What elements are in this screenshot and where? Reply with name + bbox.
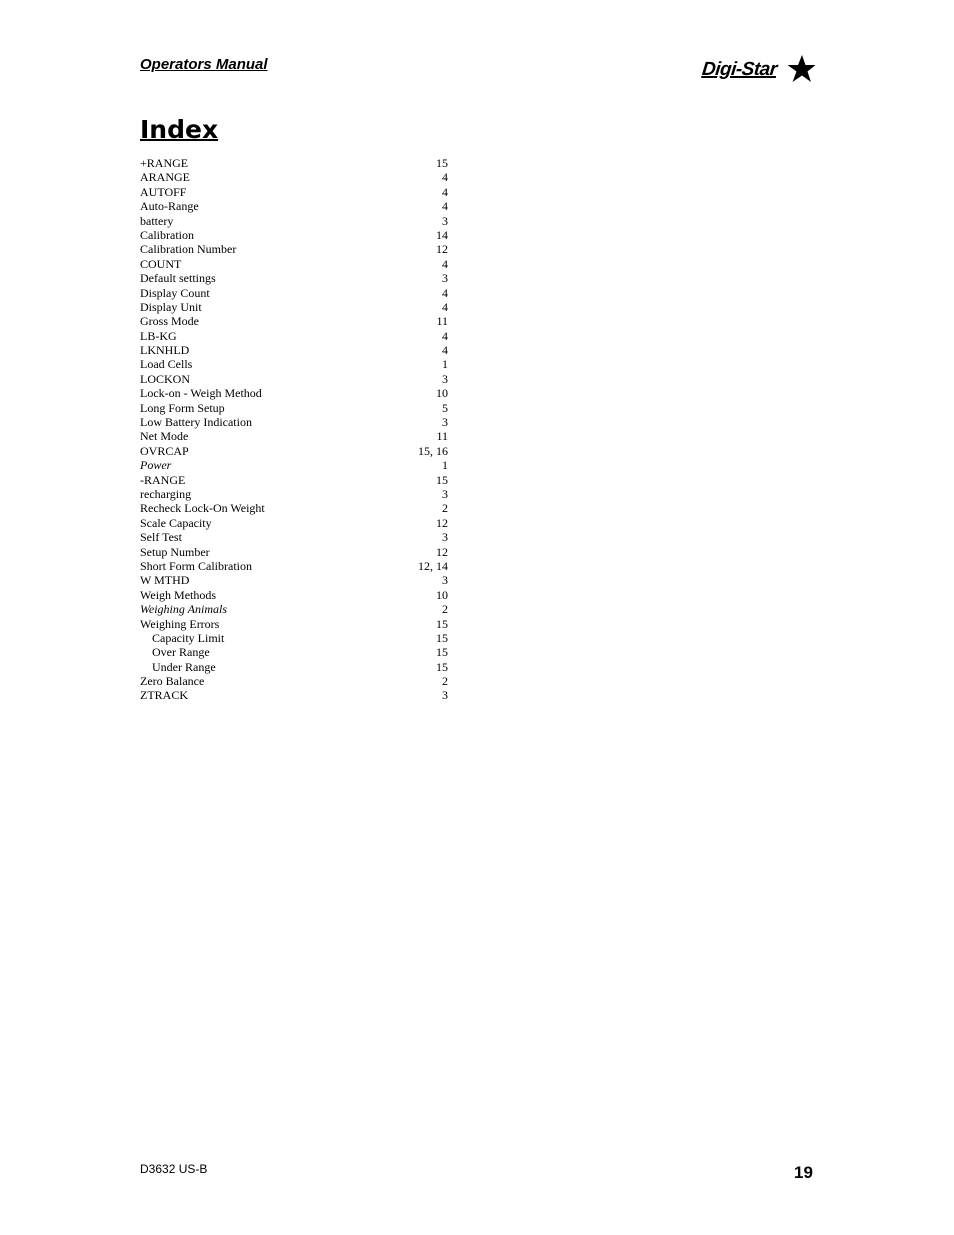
page-number: 19 bbox=[794, 1163, 813, 1182]
index-term: Gross Mode bbox=[140, 314, 199, 329]
index-page-ref: 15 bbox=[436, 645, 448, 660]
index-entry bbox=[140, 329, 450, 343]
index-term: ZTRACK bbox=[140, 688, 188, 703]
index-page-ref: 15 bbox=[436, 472, 448, 487]
document-code: D3632 US-B bbox=[140, 1162, 208, 1176]
index-entry bbox=[140, 357, 450, 371]
index-term: Display Unit bbox=[140, 299, 202, 314]
index-entry bbox=[140, 559, 450, 573]
index-entry bbox=[140, 444, 450, 458]
index-term: Default settings bbox=[140, 271, 216, 286]
index-page-ref: 4 bbox=[442, 170, 448, 185]
index-page-ref: 14 bbox=[436, 227, 448, 242]
index-entry bbox=[140, 156, 450, 170]
index-entry bbox=[140, 242, 450, 256]
index-entry bbox=[140, 257, 450, 271]
index-entry bbox=[140, 545, 450, 559]
index-page-ref: 10 bbox=[436, 386, 448, 401]
manual-title: Operators Manual bbox=[140, 56, 268, 73]
index-term: OVRCAP bbox=[140, 443, 189, 458]
index-term: Over Range bbox=[152, 645, 210, 660]
index-term: AUTOFF bbox=[140, 184, 187, 199]
index-term: W MTHD bbox=[140, 573, 190, 588]
index-entry bbox=[140, 185, 450, 199]
index-entry bbox=[140, 588, 450, 602]
index-page-ref: 15 bbox=[436, 630, 448, 645]
index-entry bbox=[140, 170, 450, 184]
index-entry bbox=[140, 199, 450, 213]
index-page-ref: 3 bbox=[442, 688, 448, 703]
page-title: Index bbox=[140, 115, 219, 144]
index-term: ARANGE bbox=[140, 170, 190, 185]
index-entry bbox=[140, 228, 450, 242]
index-entry bbox=[140, 386, 450, 400]
index-page-ref: 4 bbox=[442, 256, 448, 271]
index-term: Net Mode bbox=[140, 429, 189, 444]
index-term: Load Cells bbox=[140, 357, 193, 372]
index-entry bbox=[140, 473, 450, 487]
index-list bbox=[140, 156, 450, 703]
index-page-ref: 3 bbox=[442, 415, 448, 430]
index-term: Low Battery Indication bbox=[140, 415, 252, 430]
index-term: Capacity Limit bbox=[152, 630, 225, 645]
index-term: Calibration bbox=[140, 227, 194, 242]
index-page-ref: 11 bbox=[436, 314, 448, 329]
index-term: Recheck Lock-On Weight bbox=[140, 501, 265, 516]
index-term: battery bbox=[140, 213, 174, 228]
index-page-ref: 1 bbox=[442, 357, 448, 372]
index-page-ref: 1 bbox=[442, 458, 448, 473]
index-page-ref: 12, 14 bbox=[418, 558, 448, 573]
index-term: +RANGE bbox=[140, 156, 189, 170]
index-page-ref: 4 bbox=[442, 285, 448, 300]
index-entry bbox=[140, 516, 450, 530]
index-page-ref: 3 bbox=[442, 573, 448, 588]
index-page-ref: 15 bbox=[436, 659, 448, 674]
index-term: LOCKON bbox=[140, 371, 190, 386]
index-page-ref: 3 bbox=[442, 371, 448, 386]
index-entry bbox=[140, 286, 450, 300]
index-entry bbox=[140, 458, 450, 472]
index-entry bbox=[140, 401, 450, 415]
index-page-ref: 3 bbox=[442, 530, 448, 545]
index-entry bbox=[140, 271, 450, 285]
index-entry bbox=[140, 429, 450, 443]
index-subentry bbox=[140, 660, 450, 674]
index-page-ref: 2 bbox=[442, 674, 448, 689]
index-term: Under Range bbox=[152, 659, 216, 674]
index-entry bbox=[140, 487, 450, 501]
index-page-ref: 15 bbox=[436, 156, 448, 170]
index-page-ref: 3 bbox=[442, 271, 448, 286]
index-page-ref: 2 bbox=[442, 501, 448, 516]
index-term: Weighing Animals bbox=[140, 602, 228, 617]
index-entry bbox=[140, 372, 450, 386]
index-entry bbox=[140, 530, 450, 544]
index-page-ref: 12 bbox=[436, 515, 448, 530]
index-page-ref: 4 bbox=[442, 199, 448, 214]
index-term: Lock-on - Weigh Method bbox=[140, 386, 262, 401]
index-page-ref: 5 bbox=[442, 400, 448, 415]
index-page-ref: 15 bbox=[436, 616, 448, 631]
index-entry bbox=[140, 214, 450, 228]
index-term: Weighing Errors bbox=[140, 616, 220, 631]
index-entry bbox=[140, 300, 450, 314]
index-page-ref: 12 bbox=[436, 544, 448, 559]
index-term: Self Test bbox=[140, 530, 182, 545]
index-term: -RANGE bbox=[140, 472, 186, 487]
index-page-ref: 4 bbox=[442, 299, 448, 314]
index-term: LKNHLD bbox=[140, 343, 190, 358]
index-entry bbox=[140, 343, 450, 357]
index-page-ref: 4 bbox=[442, 328, 448, 343]
index-term: Auto-Range bbox=[140, 199, 199, 214]
index-entry bbox=[140, 573, 450, 587]
index-entry bbox=[140, 501, 450, 515]
index-entry bbox=[140, 617, 450, 631]
index-entry bbox=[140, 674, 450, 688]
star-icon bbox=[786, 54, 816, 84]
index-term: Setup Number bbox=[140, 544, 210, 559]
index-subentry bbox=[140, 645, 450, 659]
digi-star-logo bbox=[700, 54, 818, 86]
index-page-ref: 2 bbox=[442, 602, 448, 617]
index-entry bbox=[140, 314, 450, 328]
index-term: Short Form Calibration bbox=[140, 558, 252, 573]
index-term: Display Count bbox=[140, 285, 210, 300]
index-entry bbox=[140, 415, 450, 429]
logo-wordmark: Digi-Star bbox=[700, 59, 778, 80]
index-term: Power bbox=[140, 458, 172, 473]
index-page-ref: 3 bbox=[442, 213, 448, 228]
index-page-ref: 10 bbox=[436, 587, 448, 602]
index-term: Scale Capacity bbox=[140, 515, 212, 530]
index-term: Calibration Number bbox=[140, 242, 237, 257]
index-term: LB-KG bbox=[140, 328, 177, 343]
index-term: COUNT bbox=[140, 256, 182, 271]
index-term: Weigh Methods bbox=[140, 587, 217, 602]
index-subentry bbox=[140, 631, 450, 645]
index-page-ref: 12 bbox=[436, 242, 448, 257]
index-page-ref: 3 bbox=[442, 486, 448, 501]
index-page-ref: 4 bbox=[442, 343, 448, 358]
index-entry bbox=[140, 602, 450, 616]
index-entry bbox=[140, 688, 450, 702]
index-term: Long Form Setup bbox=[140, 400, 225, 415]
index-page-ref: 15, 16 bbox=[418, 443, 448, 458]
index-page-ref: 4 bbox=[442, 184, 448, 199]
index-term: Zero Balance bbox=[140, 674, 205, 689]
index-term: recharging bbox=[140, 486, 192, 501]
index-page-ref: 11 bbox=[436, 429, 448, 444]
